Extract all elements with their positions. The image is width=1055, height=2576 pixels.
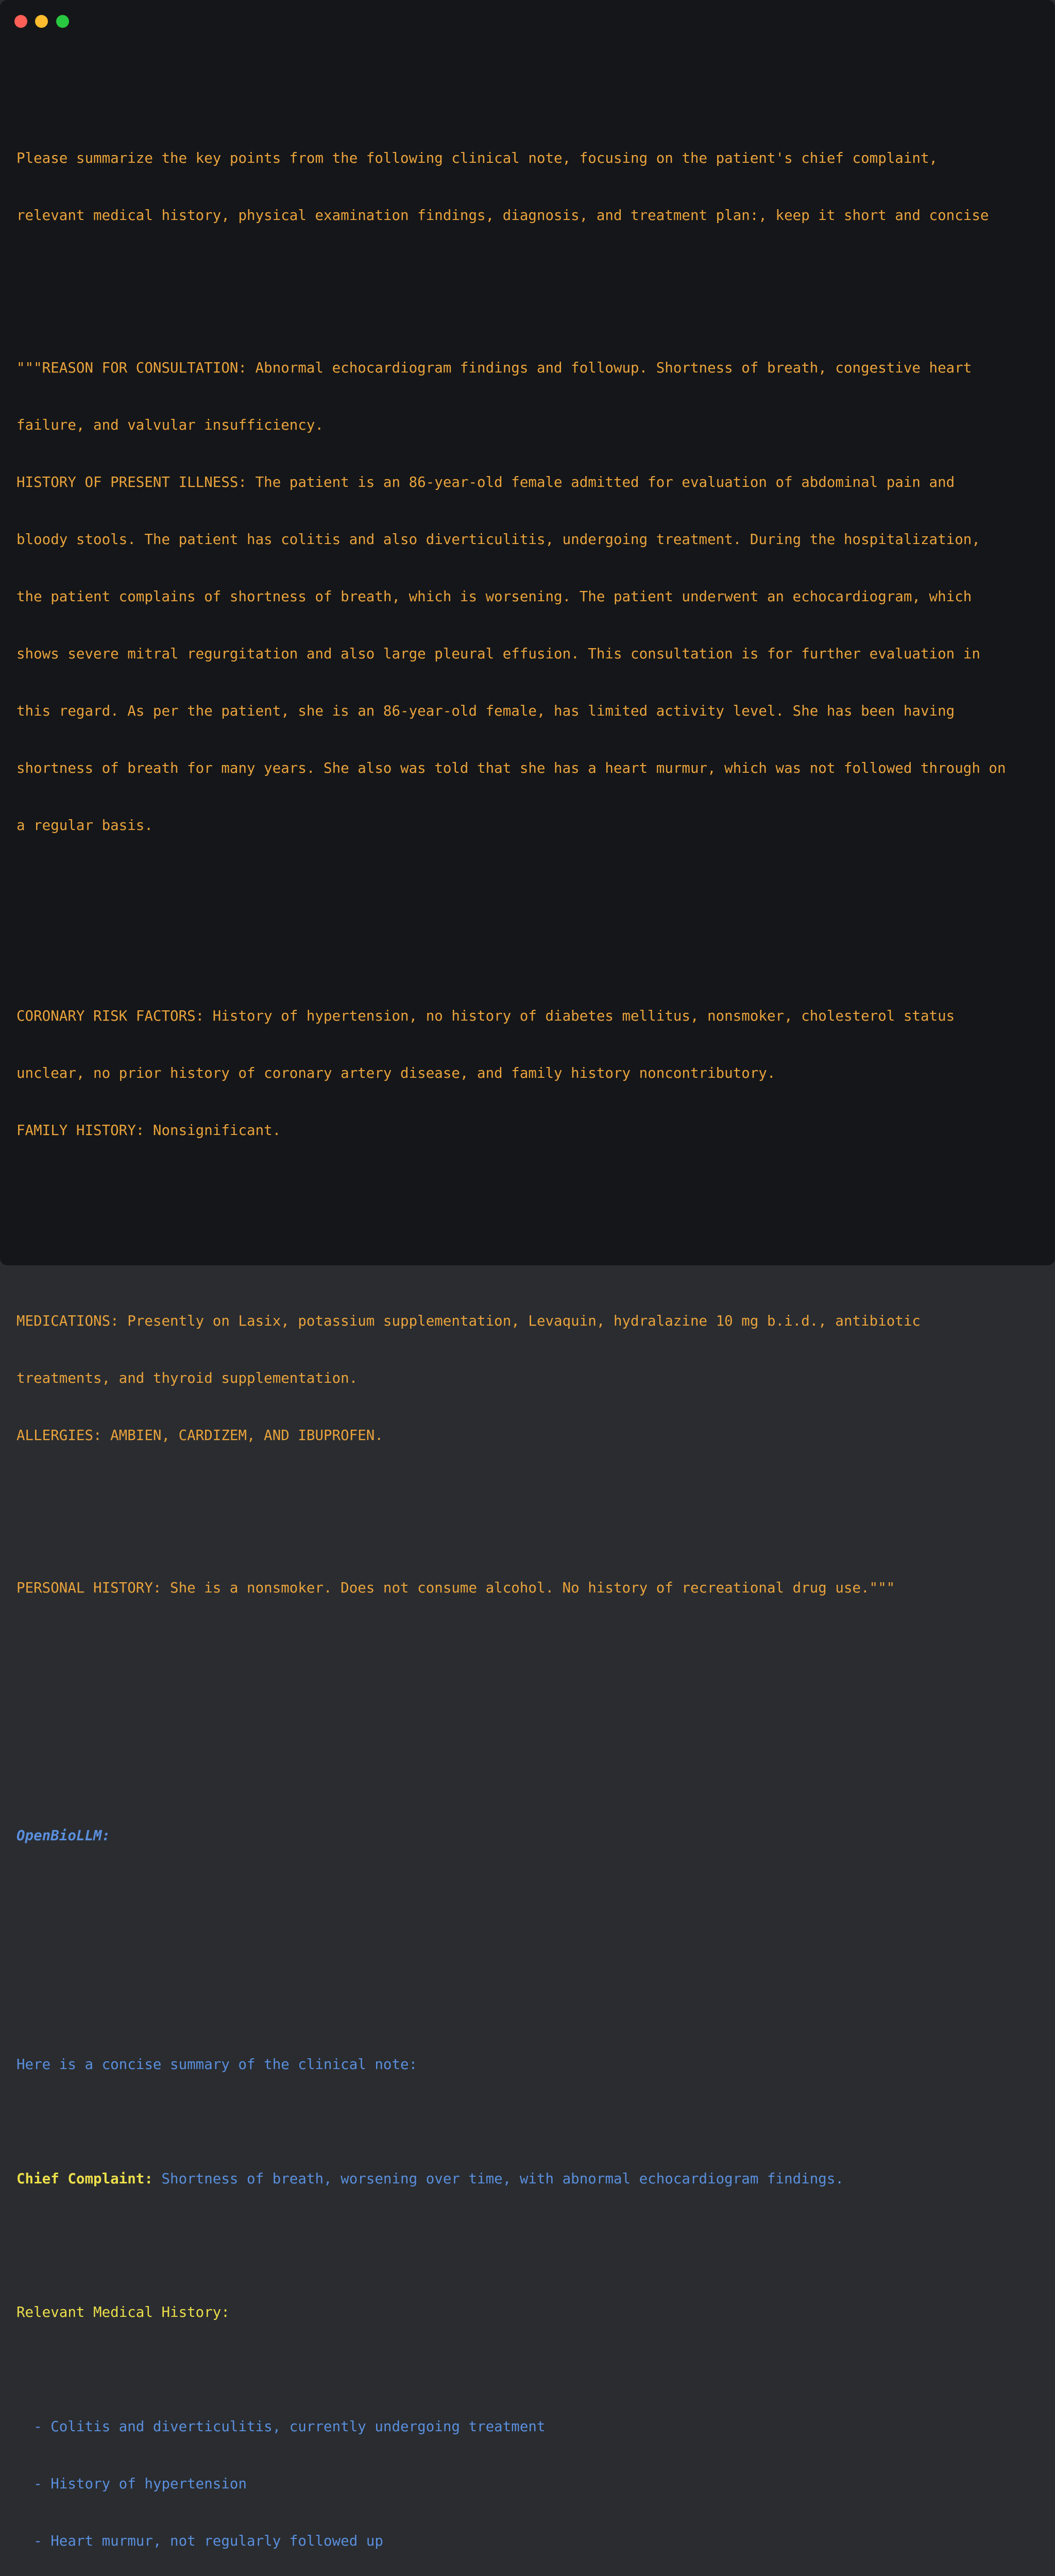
note-line: shows severe mitral regurgitation and also large pleural effusion. This consultation is for further evaluation in: [16, 646, 980, 662]
user-prompt: [16, 111, 1042, 1636]
history-heading: Relevant Medical History:: [16, 2304, 230, 2320]
clinical-note-medications: [16, 1274, 1042, 1483]
assistant-response: [16, 2017, 1042, 2576]
prompt-instruction-line: Please summarize the key points from the following clinical note, focusing on the patient's chief complaint,: [16, 150, 938, 166]
chief-complaint-line: [16, 2170, 1042, 2189]
chief-complaint-label: Chief Complaint:: [16, 2171, 153, 2187]
history-item: - Colitis and diverticulitis, currently undergoing treatment: [16, 2418, 546, 2435]
prompt-instruction-line: relevant medical history, physical examination findings, diagnosis, and treatment plan:, keep it short and concise: [16, 207, 989, 224]
close-window-button[interactable]: [14, 15, 27, 28]
note-line: HISTORY OF PRESENT ILLNESS: The patient is an 86-year-old female admitted for evaluation of abdominal pain and: [16, 474, 955, 490]
clinical-note-risk-factors: [16, 969, 1042, 1178]
note-line: MEDICATIONS: Presently on Lasix, potassium supplementation, Levaquin, hydralazine 10 mg b.i.d., antibiotic: [16, 1313, 921, 1329]
history-item: - Heart murmur, not regularly followed up: [16, 2533, 383, 2549]
note-line: shortness of breath for many years. She also was told that she has a heart murmur, which was not followed through on: [16, 760, 1006, 776]
note-line: failure, and valvular insufficiency.: [16, 417, 324, 433]
note-line: ALLERGIES: AMBIEN, CARDIZEM, AND IBUPROFEN.: [16, 1427, 383, 1444]
note-line: this regard. As per the patient, she is an 86-year-old female, has limited activity level. She has been having: [16, 703, 955, 719]
clinical-note-reason-history: [16, 320, 1042, 873]
minimize-window-button[interactable]: [35, 15, 48, 28]
note-personal-history: PERSONAL HISTORY: She is a nonsmoker. Does not consume alcohol. No history of recreational drug use.""": [16, 1580, 895, 1596]
note-line: treatments, and thyroid supplementation.: [16, 1370, 358, 1386]
response-intro: Here is a concise summary of the clinical note:: [16, 2056, 418, 2073]
note-line: FAMILY HISTORY: Nonsignificant.: [16, 1122, 281, 1139]
note-line: unclear, no prior history of coronary artery disease, and family history noncontributory.: [16, 1065, 776, 1081]
note-line: bloody stools. The patient has colitis and also diverticulitis, undergoing treatment. During the hospitalization,: [16, 531, 980, 548]
chief-complaint-text: Shortness of breath, worsening over time, with abnormal echocardiogram findings.: [152, 2171, 844, 2187]
history-item: - History of hypertension: [16, 2476, 247, 2492]
note-line: CORONARY RISK FACTORS: History of hypertension, no history of diabetes mellitus, nonsmoker, cholesterol status: [16, 1008, 955, 1024]
assistant-name-label: OpenBioLLM:: [16, 1827, 111, 1844]
maximize-window-button[interactable]: [56, 15, 69, 28]
note-line: the patient complains of shortness of breath, which is worsening. The patient underwent an echocardiogram, which: [16, 588, 972, 605]
conversation-content: [16, 54, 1042, 2576]
note-line: """REASON FOR CONSULTATION: Abnormal echocardiogram findings and followup. Shortness of breath, congestive heart: [16, 360, 972, 376]
note-line: a regular basis.: [16, 817, 153, 834]
